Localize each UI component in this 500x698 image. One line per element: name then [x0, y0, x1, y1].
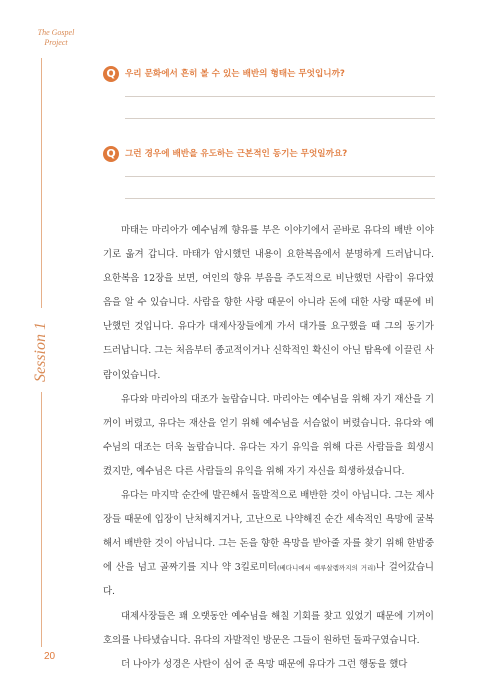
question-q-icon: Q: [103, 66, 119, 82]
paragraph: [103, 484, 434, 604]
body-text: [103, 219, 434, 677]
paragraph: 유다와 마리아의 대조가 놀랍습니다. 마리아는 예수님을 위해 자기 재산을 기꺼이 버렸고, 유다는 재산을 얻기 위해 예수님을 서슴없이 버렸습니다. 유다와 예수님의 대조는 더욱 놀랍습니다. 유다는 자기 유익을 위해 다른 사람들을 희생시켰지만, 예수님은 다른 사람들의 유익을 위해 자기 자신을 희생하셨습니다.: [103, 393, 434, 477]
question-q-icon: Q: [103, 146, 119, 162]
answer-line[interactable]: [125, 176, 435, 177]
question-text: 그런 경우에 배반을 유도하는 근본적인 동기는 무엇일까요?: [125, 149, 348, 159]
paragraph: 마태는 마리아가 예수님께 향유를 부은 이야기에서 곧바로 유다의 배반 이야기로 옮겨 갑니다. 마태가 암시했던 내용이 요한복음에서 분명하게 드러납니다. 요한복음 12장을 보면, 여인의 향유 부음을 주도적으로 비난했던 사람이 유다였음을 알 수 있습니다. 사람을 향한 사랑 때문이 아니라 돈에 대한 사랑 때문에 비난했던 것입니다. 유다가 대제사장들에게 가서 대가를 요구했을 때 그의 동기가 드러납니다. 그는 처음부터 종교적이거나 신학적인 확신이 아닌 탐욕에 이끌린 사람이었습니다.: [103, 225, 434, 381]
answer-line[interactable]: [125, 118, 435, 119]
question-1: [103, 66, 433, 122]
paragraph-text: 유다는 마지막 순간에 발끈해서 돌발적으로 배반한 것이 아닙니다. 그는 제사장들 때문에 입장이 난처해지거나, 고난으로 나약해진 순간 세속적인 욕망에 굴복해서 배반한 것이 아닙니다. 그는 돈을 향한 욕망을 받아줄 자를 찾기 위해 한밤중에 산을 넘고 골짜기를 지나 약 3킬로미터: [103, 490, 434, 574]
sidebar-rule-bottom: [41, 392, 42, 647]
distance-note: (베다니에서 예루살렘까지의 거리): [276, 564, 376, 573]
session-label: Session 1: [32, 322, 49, 382]
answer-line[interactable]: [125, 96, 435, 97]
paragraph: 대제사장들은 꽤 오랫동안 예수님을 해칠 기회를 찾고 있었기 때문에 기꺼이 호의를 나타냈습니다. 유다의 자발적인 방문은 그들이 원하던 돌파구였습니다.: [103, 610, 434, 646]
page-number: 20: [44, 651, 56, 662]
paragraph-text: 나 걸어갔습니다.: [103, 562, 434, 598]
question-2: [103, 146, 433, 202]
paragraph: 더 나아가 성경은 사탄이 심어 준 욕망 때문에 유다가 그런 행동을 했다: [121, 658, 408, 670]
sidebar-rule-top: [41, 58, 42, 308]
series-title-line2: Project: [44, 38, 68, 47]
series-title-line1: The Gospel: [37, 28, 75, 37]
answer-line[interactable]: [125, 198, 435, 199]
question-text: 우리 문화에서 흔히 볼 수 있는 배반의 형태는 무엇입니까?: [125, 69, 345, 79]
series-title: [16, 28, 96, 48]
